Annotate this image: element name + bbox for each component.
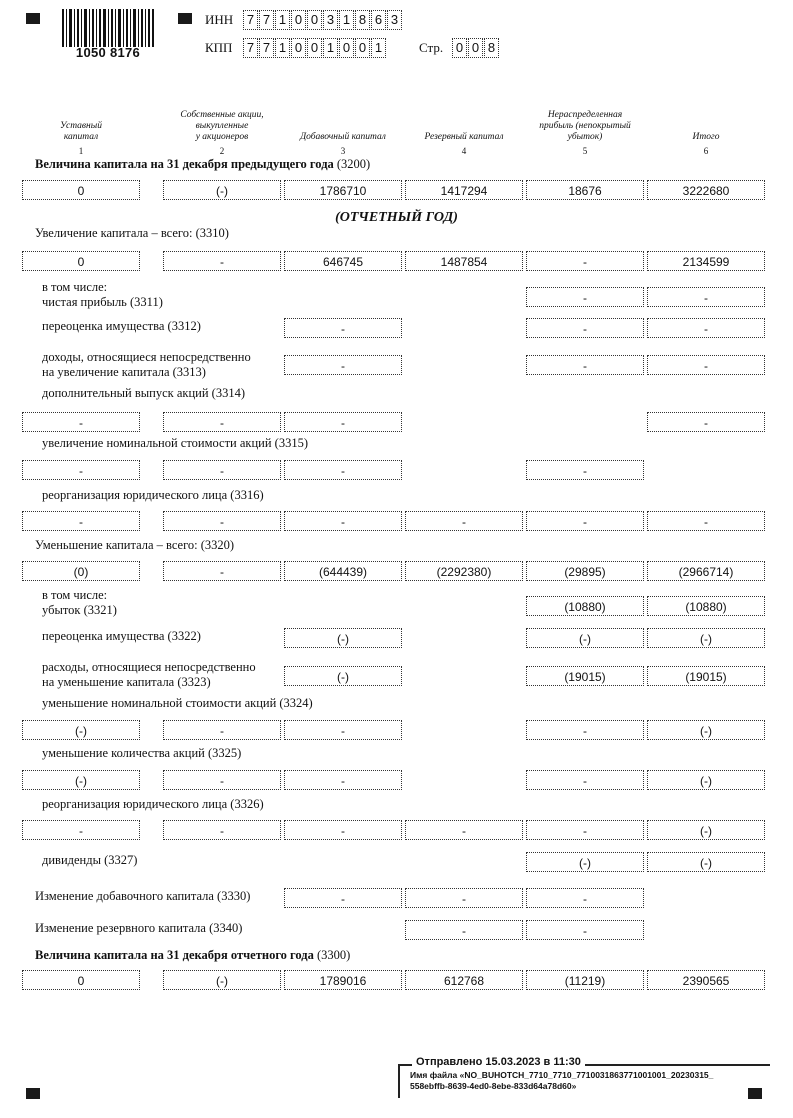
row-label: Изменение резервного капитала (3340) [35, 921, 243, 935]
column-number-2: 2 [219, 146, 225, 156]
value-cell-col-1: (-) [22, 720, 140, 740]
registration-mark-bottom-left [26, 1088, 40, 1099]
value-cell-col-5: (-) [526, 628, 644, 648]
row-label: Увеличение капитала – всего: (3310) [35, 226, 229, 240]
section-title: (ОТЧЕТНЫЙ ГОД) [335, 210, 458, 225]
value-cell-col-6: 2390565 [647, 970, 765, 990]
inn-field [243, 10, 403, 30]
value-cell-col-4: 612768 [405, 970, 523, 990]
value-cell-col-3: (-) [284, 628, 402, 648]
row-label: в том числе: убыток (3321) [42, 588, 117, 617]
inn-digit: 0 [307, 10, 322, 30]
value-cell-col-1: - [22, 460, 140, 480]
value-cell-col-5: (11219) [526, 970, 644, 990]
value-cell-col-5: - [526, 770, 644, 790]
value-cell-col-2: - [163, 820, 281, 840]
inn-digit: 0 [291, 10, 306, 30]
value-cell-col-2: - [163, 770, 281, 790]
value-cell-col-5: (29895) [526, 561, 644, 581]
value-cell-col-1: 0 [22, 970, 140, 990]
inn-digit: 3 [323, 10, 338, 30]
value-cell-col-6: (-) [647, 820, 765, 840]
value-cell-col-3: - [284, 511, 402, 531]
value-cell-col-3: - [284, 770, 402, 790]
value-cell-col-6: - [647, 318, 765, 338]
value-cell-col-5: - [526, 820, 644, 840]
value-cell-col-5: (19015) [526, 666, 644, 686]
value-cell-col-5: (-) [526, 852, 644, 872]
value-cell-col-5: - [526, 720, 644, 740]
row-label: Величина капитала на 31 декабря отчетного года (3300) [35, 948, 351, 962]
value-cell-col-6: - [647, 287, 765, 307]
value-cell-col-1: (0) [22, 561, 140, 581]
value-cell-col-2: (-) [163, 970, 281, 990]
inn-digit: 1 [275, 10, 290, 30]
inn-digit: 7 [243, 10, 258, 30]
submission-stamp [398, 1056, 770, 1098]
stamp-file-name: Имя файла «NO_BUHOTCH_7710_7710_7710031863771001001_20230315_ 558ebffb-8639-4ed0-8ebe-833d64a78d60» [410, 1070, 714, 1091]
page-digit: 0 [468, 38, 483, 58]
value-cell-col-4: 1487854 [405, 251, 523, 271]
kpp-digit: 0 [339, 38, 354, 58]
value-cell-col-5: - [526, 888, 644, 908]
kpp-digit: 0 [307, 38, 322, 58]
row-label: уменьшение количества акций (3325) [42, 746, 242, 760]
row-label: уменьшение номинальной стоимости акций (3324) [42, 696, 313, 710]
column-header-6: Итого [692, 132, 720, 142]
column-number-5: 5 [582, 146, 588, 156]
inn-digit: 3 [387, 10, 402, 30]
value-cell-col-4: - [405, 820, 523, 840]
value-cell-col-4: - [405, 888, 523, 908]
inn-digit: 6 [371, 10, 386, 30]
column-header-2: Собственные акции, выкупленные у акционеров [180, 110, 264, 142]
registration-mark-top-center [178, 13, 192, 24]
value-cell-col-6: - [647, 355, 765, 375]
value-cell-col-1: (-) [22, 770, 140, 790]
value-cell-col-3: 1786710 [284, 180, 402, 200]
value-cell-col-5: - [526, 318, 644, 338]
value-cell-col-3: 1789016 [284, 970, 402, 990]
row-label: переоценка имущества (3312) [42, 319, 201, 333]
value-cell-col-6: (2966714) [647, 561, 765, 581]
value-cell-col-2: - [163, 561, 281, 581]
column-header-3: Добавочный капитал [300, 132, 386, 142]
column-header-5: Нераспределенная прибыль (непокрытый убыток) [539, 110, 631, 142]
column-number-6: 6 [703, 146, 709, 156]
value-cell-col-6: (19015) [647, 666, 765, 686]
kpp-digit: 0 [291, 38, 306, 58]
column-header-4: Резервный капитал [424, 132, 504, 142]
value-cell-col-1: - [22, 511, 140, 531]
value-cell-col-2: - [163, 460, 281, 480]
value-cell-col-5: - [526, 920, 644, 940]
kpp-field [243, 38, 387, 58]
value-cell-col-6: - [647, 412, 765, 432]
kpp-digit: 1 [275, 38, 290, 58]
value-cell-col-2: (-) [163, 180, 281, 200]
value-cell-col-3: (644439) [284, 561, 402, 581]
inn-digit: 8 [355, 10, 370, 30]
row-label: увеличение номинальной стоимости акций (3315) [42, 436, 309, 450]
row-label: расходы, относящиеся непосредственно на уменьшение капитала (3323) [42, 660, 256, 689]
value-cell-col-6: 3222680 [647, 180, 765, 200]
value-cell-col-5: - [526, 355, 644, 375]
value-cell-col-3: 646745 [284, 251, 402, 271]
value-cell-col-4: 1417294 [405, 180, 523, 200]
value-cell-col-3: - [284, 318, 402, 338]
value-cell-col-5: - [526, 251, 644, 271]
value-cell-col-3: - [284, 460, 402, 480]
page-digit: 0 [452, 38, 467, 58]
kpp-digit: 7 [243, 38, 258, 58]
value-cell-col-6: - [647, 511, 765, 531]
stamp-title: Отправлено 15.03.2023 в 11:30 [412, 1056, 585, 1068]
value-cell-col-5: - [526, 287, 644, 307]
column-header-1: Уставный капитал [60, 121, 102, 142]
value-cell-col-3: (-) [284, 666, 402, 686]
value-cell-col-6: 2134599 [647, 251, 765, 271]
value-cell-col-2: - [163, 251, 281, 271]
row-label: дивиденды (3327) [42, 853, 138, 867]
value-cell-col-1: 0 [22, 251, 140, 271]
row-label: в том числе: чистая прибыль (3311) [42, 280, 163, 309]
row-label: реорганизация юридического лица (3316) [42, 488, 264, 502]
value-cell-col-6: (-) [647, 770, 765, 790]
row-label: доходы, относящиеся непосредственно на увеличение капитала (3313) [42, 350, 251, 379]
column-number-3: 3 [340, 146, 346, 156]
row-label: реорганизация юридического лица (3326) [42, 797, 264, 811]
barcode-number: 1050 8176 [75, 45, 141, 60]
inn-digit: 7 [259, 10, 274, 30]
value-cell-col-3: - [284, 720, 402, 740]
value-cell-col-1: 0 [22, 180, 140, 200]
row-label: переоценка имущества (3322) [42, 629, 201, 643]
value-cell-col-1: - [22, 820, 140, 840]
inn-label: ИНН [205, 12, 234, 27]
value-cell-col-2: - [163, 720, 281, 740]
kpp-digit: 1 [371, 38, 386, 58]
row-label: Уменьшение капитала – всего: (3320) [35, 538, 235, 552]
value-cell-col-6: (-) [647, 720, 765, 740]
value-cell-col-2: - [163, 511, 281, 531]
value-cell-col-3: - [284, 820, 402, 840]
value-cell-col-3: - [284, 888, 402, 908]
column-number-1: 1 [78, 146, 84, 156]
value-cell-col-5: - [526, 460, 644, 480]
kpp-label: КПП [205, 40, 233, 55]
value-cell-col-5: - [526, 511, 644, 531]
value-cell-col-5: 18676 [526, 180, 644, 200]
registration-mark-top-left [26, 13, 40, 24]
value-cell-col-5: (10880) [526, 596, 644, 616]
kpp-digit: 7 [259, 38, 274, 58]
row-label: Величина капитала на 31 декабря предыдущего года (3200) [35, 157, 371, 171]
value-cell-col-6: (-) [647, 628, 765, 648]
value-cell-col-4: - [405, 511, 523, 531]
value-cell-col-4: (2292380) [405, 561, 523, 581]
kpp-digit: 1 [323, 38, 338, 58]
page-label: Стр. [419, 40, 444, 55]
value-cell-col-6: (-) [647, 852, 765, 872]
value-cell-col-4: - [405, 920, 523, 940]
value-cell-col-3: - [284, 355, 402, 375]
kpp-digit: 0 [355, 38, 370, 58]
barcode-image [62, 9, 154, 47]
row-label: дополнительный выпуск акций (3314) [42, 386, 245, 400]
value-cell-col-6: (10880) [647, 596, 765, 616]
page-digit: 8 [484, 38, 499, 58]
row-label: Изменение добавочного капитала (3330) [35, 889, 251, 903]
value-cell-col-3: - [284, 412, 402, 432]
value-cell-col-2: - [163, 412, 281, 432]
page-number-field [452, 38, 500, 58]
column-number-4: 4 [461, 146, 467, 156]
value-cell-col-1: - [22, 412, 140, 432]
inn-digit: 1 [339, 10, 354, 30]
